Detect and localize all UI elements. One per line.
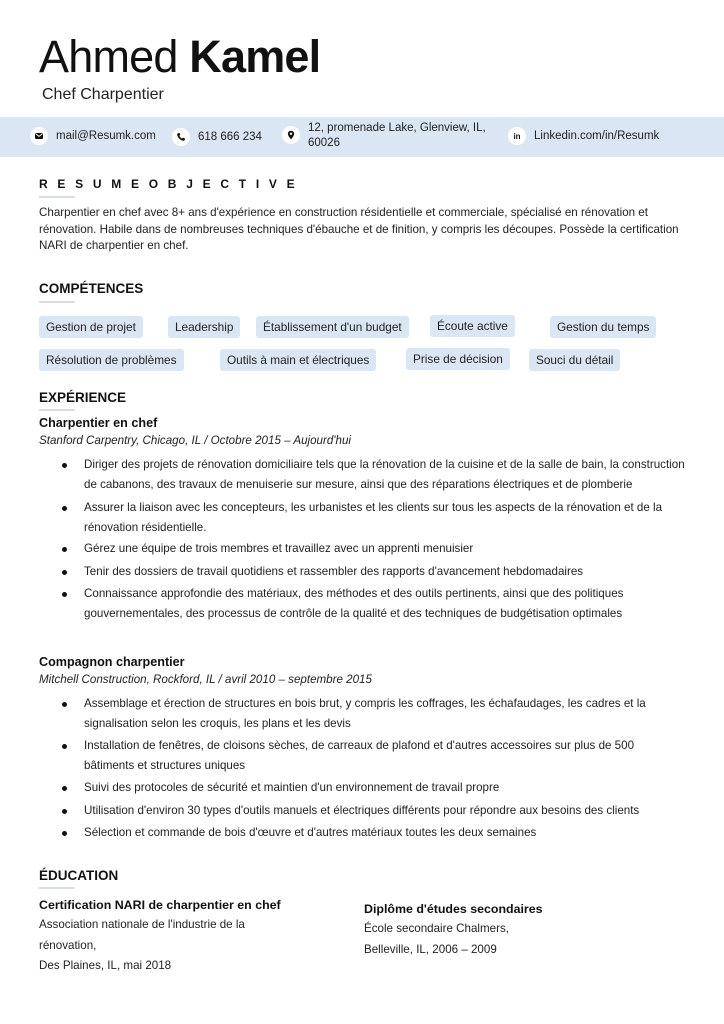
skill-tag: Gestion du temps — [550, 316, 656, 338]
education-institution: Association nationale de l'industrie de la — [39, 918, 245, 931]
objective-heading: R E S U M E O B J E C T I V E — [39, 177, 298, 191]
job-bullets — [60, 455, 685, 623]
contact-phone[interactable] — [172, 128, 262, 146]
education-entry — [364, 902, 644, 960]
list-item: Diriger des projets de rénovation domiciliaire tels que la rénovation de la cuisine et de la salle de bain, la construction de cabanons, des travaux de menuiserie sur mesure, ainsi que des réparations électriques et de plomberie — [60, 455, 685, 494]
skills-list — [39, 315, 689, 375]
education-title: Diplôme d'études secondaires — [364, 902, 543, 916]
bullet-dot — [62, 506, 67, 511]
list-item: Installation de fenêtres, de cloisons sèches, de carreaux de plafond et d'autres accessoires sur plus de 500 bâtiments et structures uniques — [60, 736, 685, 775]
bullet-dot — [62, 809, 67, 814]
list-item: Assemblage et érection de structures en bois brut, y compris les coffrages, les échafaudages, les cadres et la signalisation selon les croquis, les plans et les devis — [60, 694, 685, 733]
contact-linkedin[interactable] — [508, 127, 659, 145]
education-location-date: Belleville, IL, 2006 – 2009 — [364, 942, 497, 956]
contact-address[interactable] — [282, 121, 486, 151]
list-item: Tenir des dossiers de travail quotidiens et rassembler des rapports d'avancement hebdomadaires — [60, 562, 685, 582]
linkedin-icon-label: in — [513, 131, 521, 141]
bullet-dot — [62, 786, 67, 791]
skill-tag: Outils à main et électriques — [220, 349, 376, 371]
skill-tag: Résolution de problèmes — [39, 349, 184, 371]
skill-tag: Souci du détail — [529, 349, 620, 371]
skills-divider — [39, 301, 75, 303]
experience-heading: EXPÉRIENCE — [39, 390, 127, 405]
phone-icon — [172, 128, 190, 146]
job-meta: Mitchell Construction, Rockford, IL / avril 2010 – septembre 2015 — [39, 673, 372, 686]
mail-icon — [30, 127, 48, 145]
bullet-dot — [62, 463, 67, 468]
job-meta: Stanford Carpentry, Chicago, IL / Octobre 2015 – Aujourd'hui — [39, 434, 351, 447]
list-item: Sélection et commande de bois d'œuvre et d'autres matériaux toutes les deux semaines — [60, 823, 685, 843]
contact-email[interactable] — [30, 127, 156, 145]
objective-text: Charpentier en chef avec 8+ ans d'expérience en construction résidentielle et commerciale, spécialisé en rénovation et rénovation. Habile dans de nombreuses techniques d'ébauche et de finition, y compris les découpes. Possède la certification NARI de charpentier en chef. — [39, 206, 679, 252]
last-name: Kamel — [189, 31, 321, 82]
list-item: Gérez une équipe de trois membres et travaillez avec un apprenti menuisier — [60, 539, 685, 559]
objective-divider — [39, 196, 75, 198]
skill-tag: Établissement d'un budget — [256, 316, 409, 338]
list-item: Assurer la liaison avec les concepteurs, les urbanistes et les clients sur tous les aspects de la rénovation et de la rénovation résidentielle. — [60, 498, 685, 537]
first-name: Ahmed — [39, 31, 178, 82]
skill-tag: Gestion de projet — [39, 316, 143, 338]
list-item: Utilisation d'environ 30 types d'outils manuels et électriques différents pour répondre aux besoins des clients — [60, 801, 685, 821]
phone-text: 618 666 234 — [198, 131, 262, 143]
job-title: Chef Charpentier — [42, 86, 164, 103]
address-line2: 60026 — [308, 137, 340, 149]
linkedin-text: Linkedin.com/in/Resumk — [534, 130, 660, 142]
address-line1: 12, promenade Lake, Glenview, IL, — [308, 122, 486, 134]
bullet-dot — [62, 592, 67, 597]
bullet-dot — [62, 570, 67, 575]
bullet-dot — [62, 744, 67, 749]
linkedin-icon — [508, 127, 526, 145]
bullet-dot — [62, 831, 67, 836]
job-bullets — [60, 694, 685, 843]
education-entry — [39, 898, 319, 977]
contact-bar — [0, 117, 724, 157]
skill-tag: Écoute active — [430, 315, 515, 337]
skill-tag: Leadership — [168, 316, 240, 338]
education-location-date: Des Plaines, IL, mai 2018 — [39, 959, 172, 972]
list-item: Connaissance approfondie des matériaux, des méthodes et des outils pertinents, ainsi que des politiques gouvernementales, des processus de contrôle de la qualité et des techniques de budgétisation optimales — [60, 584, 685, 623]
list-item: Suivi des protocoles de sécurité et maintien d'un environnement de travail propre — [60, 778, 685, 798]
skill-tag: Prise de décision — [406, 348, 510, 370]
experience-divider — [39, 409, 75, 411]
education-heading: ÉDUCATION — [39, 868, 119, 883]
education-institution: École secondaire Chalmers, — [364, 922, 509, 935]
bullet-dot — [62, 702, 67, 707]
skills-heading: COMPÉTENCES — [39, 281, 144, 296]
job-position: Compagnon charpentier — [39, 655, 185, 669]
education-divider — [39, 887, 75, 889]
education-title: Certification NARI de charpentier en chef — [39, 898, 281, 912]
education-institution-cont: rénovation, — [39, 938, 97, 952]
candidate-name — [39, 30, 320, 84]
job-position: Charpentier en chef — [39, 416, 158, 430]
email-text: mail@Resumk.com — [56, 130, 156, 142]
bullet-dot — [62, 547, 67, 552]
location-pin-icon — [282, 126, 300, 144]
